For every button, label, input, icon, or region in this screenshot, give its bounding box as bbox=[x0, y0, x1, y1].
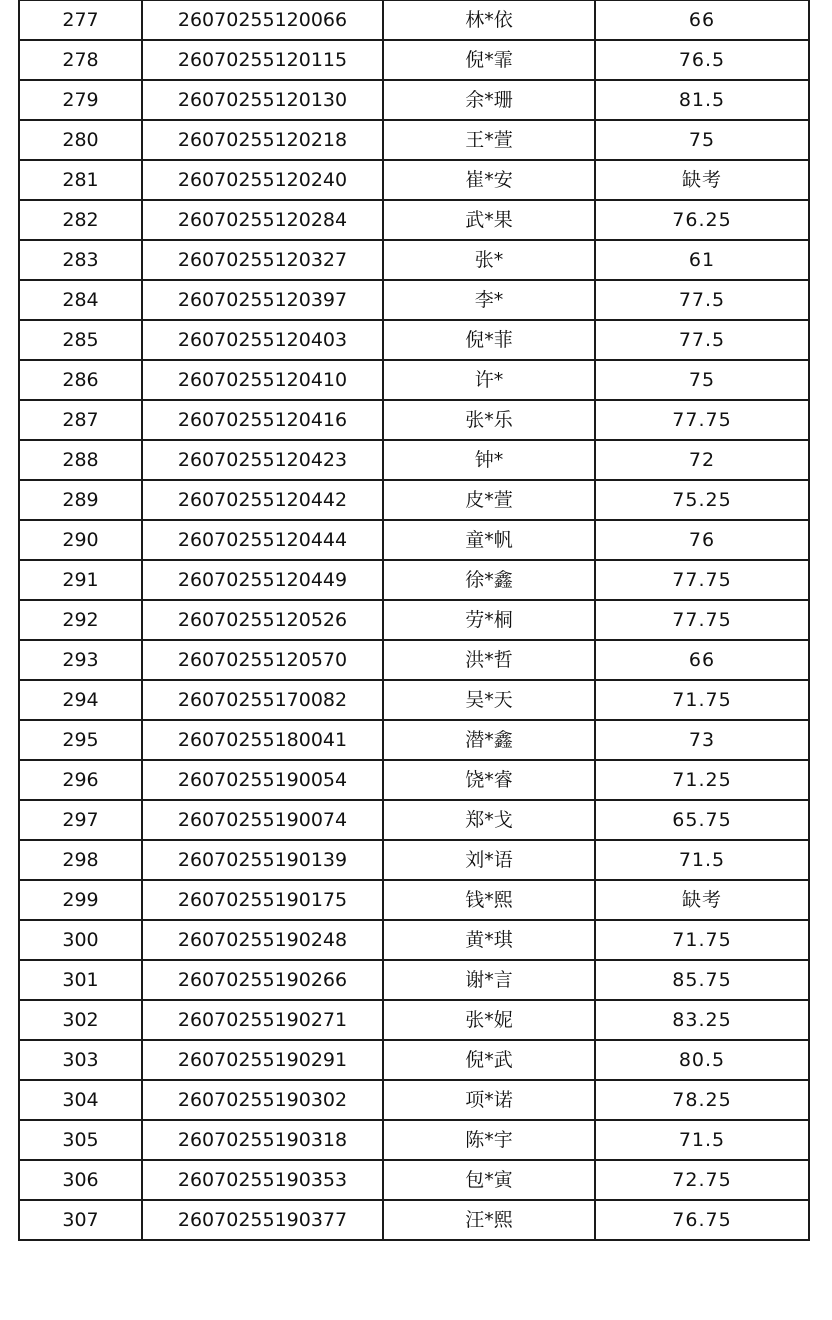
table-row bbox=[19, 640, 809, 680]
row-number-cell: 292 bbox=[19, 600, 142, 640]
exam-id-cell: 26070255180041 bbox=[142, 720, 383, 760]
exam-id-cell: 26070255190318 bbox=[142, 1120, 383, 1160]
row-number-cell: 277 bbox=[19, 1, 142, 41]
exam-id-cell: 26070255120240 bbox=[142, 160, 383, 200]
score-cell: 81.5 bbox=[595, 80, 809, 120]
candidate-name-cell: 潜*鑫 bbox=[383, 720, 595, 760]
score-cell: 76.5 bbox=[595, 40, 809, 80]
table-row bbox=[19, 920, 809, 960]
exam-id-cell: 26070255170082 bbox=[142, 680, 383, 720]
candidate-name-cell: 童*帆 bbox=[383, 520, 595, 560]
score-cell: 65.75 bbox=[595, 800, 809, 840]
score-cell: 76.25 bbox=[595, 200, 809, 240]
table-row bbox=[19, 1, 809, 41]
candidate-name-cell: 刘*语 bbox=[383, 840, 595, 880]
table-row bbox=[19, 440, 809, 480]
row-number-cell: 291 bbox=[19, 560, 142, 600]
table-row bbox=[19, 400, 809, 440]
score-cell: 71.5 bbox=[595, 840, 809, 880]
row-number-cell: 288 bbox=[19, 440, 142, 480]
score-cell: 77.75 bbox=[595, 600, 809, 640]
candidate-name-cell: 倪*武 bbox=[383, 1040, 595, 1080]
candidate-name-cell: 张* bbox=[383, 240, 595, 280]
row-number-cell: 280 bbox=[19, 120, 142, 160]
score-cell: 71.75 bbox=[595, 920, 809, 960]
row-number-cell: 281 bbox=[19, 160, 142, 200]
table-row bbox=[19, 240, 809, 280]
score-cell: 78.25 bbox=[595, 1080, 809, 1120]
row-number-cell: 287 bbox=[19, 400, 142, 440]
score-cell: 71.25 bbox=[595, 760, 809, 800]
table-row bbox=[19, 880, 809, 920]
table-row bbox=[19, 520, 809, 560]
candidate-name-cell: 包*寅 bbox=[383, 1160, 595, 1200]
table-row bbox=[19, 800, 809, 840]
exam-id-cell: 26070255120423 bbox=[142, 440, 383, 480]
exam-id-cell: 26070255120327 bbox=[142, 240, 383, 280]
results-table bbox=[18, 0, 810, 1241]
candidate-name-cell: 汪*熙 bbox=[383, 1200, 595, 1240]
table-row bbox=[19, 1000, 809, 1040]
exam-id-cell: 26070255190248 bbox=[142, 920, 383, 960]
results-table-body bbox=[19, 1, 809, 1241]
score-cell: 75 bbox=[595, 120, 809, 160]
score-cell: 66 bbox=[595, 640, 809, 680]
row-number-cell: 298 bbox=[19, 840, 142, 880]
candidate-name-cell: 余*珊 bbox=[383, 80, 595, 120]
candidate-name-cell: 崔*安 bbox=[383, 160, 595, 200]
row-number-cell: 306 bbox=[19, 1160, 142, 1200]
row-number-cell: 297 bbox=[19, 800, 142, 840]
candidate-name-cell: 谢*言 bbox=[383, 960, 595, 1000]
candidate-name-cell: 许* bbox=[383, 360, 595, 400]
row-number-cell: 296 bbox=[19, 760, 142, 800]
exam-id-cell: 26070255120066 bbox=[142, 1, 383, 41]
score-cell: 77.75 bbox=[595, 400, 809, 440]
row-number-cell: 300 bbox=[19, 920, 142, 960]
table-row bbox=[19, 720, 809, 760]
exam-id-cell: 26070255120442 bbox=[142, 480, 383, 520]
table-row bbox=[19, 760, 809, 800]
candidate-name-cell: 郑*戈 bbox=[383, 800, 595, 840]
candidate-name-cell: 洪*哲 bbox=[383, 640, 595, 680]
candidate-name-cell: 张*乐 bbox=[383, 400, 595, 440]
row-number-cell: 283 bbox=[19, 240, 142, 280]
candidate-name-cell: 李* bbox=[383, 280, 595, 320]
candidate-name-cell: 皮*萱 bbox=[383, 480, 595, 520]
row-number-cell: 289 bbox=[19, 480, 142, 520]
row-number-cell: 295 bbox=[19, 720, 142, 760]
row-number-cell: 293 bbox=[19, 640, 142, 680]
score-cell: 71.75 bbox=[595, 680, 809, 720]
exam-id-cell: 26070255190074 bbox=[142, 800, 383, 840]
table-row bbox=[19, 560, 809, 600]
score-cell: 72.75 bbox=[595, 1160, 809, 1200]
table-row bbox=[19, 680, 809, 720]
score-cell: 77.75 bbox=[595, 560, 809, 600]
table-row bbox=[19, 1040, 809, 1080]
score-cell: 73 bbox=[595, 720, 809, 760]
row-number-cell: 285 bbox=[19, 320, 142, 360]
candidate-name-cell: 武*果 bbox=[383, 200, 595, 240]
score-cell: 77.5 bbox=[595, 320, 809, 360]
score-cell: 83.25 bbox=[595, 1000, 809, 1040]
candidate-name-cell: 倪*菲 bbox=[383, 320, 595, 360]
score-cell: 缺考 bbox=[595, 880, 809, 920]
score-cell: 85.75 bbox=[595, 960, 809, 1000]
row-number-cell: 302 bbox=[19, 1000, 142, 1040]
table-row bbox=[19, 360, 809, 400]
exam-id-cell: 26070255120130 bbox=[142, 80, 383, 120]
table-row bbox=[19, 1120, 809, 1160]
row-number-cell: 304 bbox=[19, 1080, 142, 1120]
row-number-cell: 301 bbox=[19, 960, 142, 1000]
row-number-cell: 303 bbox=[19, 1040, 142, 1080]
table-row bbox=[19, 1200, 809, 1240]
table-row bbox=[19, 160, 809, 200]
exam-id-cell: 26070255190302 bbox=[142, 1080, 383, 1120]
candidate-name-cell: 陈*宇 bbox=[383, 1120, 595, 1160]
table-row bbox=[19, 80, 809, 120]
score-cell: 75 bbox=[595, 360, 809, 400]
table-row bbox=[19, 840, 809, 880]
exam-id-cell: 26070255190353 bbox=[142, 1160, 383, 1200]
candidate-name-cell: 倪*霏 bbox=[383, 40, 595, 80]
exam-id-cell: 26070255120284 bbox=[142, 200, 383, 240]
score-cell: 80.5 bbox=[595, 1040, 809, 1080]
score-cell: 76 bbox=[595, 520, 809, 560]
score-cell: 66 bbox=[595, 1, 809, 41]
exam-id-cell: 26070255190291 bbox=[142, 1040, 383, 1080]
exam-id-cell: 26070255190266 bbox=[142, 960, 383, 1000]
candidate-name-cell: 张*妮 bbox=[383, 1000, 595, 1040]
exam-id-cell: 26070255120449 bbox=[142, 560, 383, 600]
row-number-cell: 299 bbox=[19, 880, 142, 920]
candidate-name-cell: 吴*天 bbox=[383, 680, 595, 720]
exam-id-cell: 26070255190139 bbox=[142, 840, 383, 880]
candidate-name-cell: 项*诺 bbox=[383, 1080, 595, 1120]
score-cell: 72 bbox=[595, 440, 809, 480]
row-number-cell: 282 bbox=[19, 200, 142, 240]
candidate-name-cell: 黄*琪 bbox=[383, 920, 595, 960]
exam-id-cell: 26070255120115 bbox=[142, 40, 383, 80]
table-row bbox=[19, 120, 809, 160]
table-row bbox=[19, 960, 809, 1000]
score-cell: 77.5 bbox=[595, 280, 809, 320]
table-row bbox=[19, 600, 809, 640]
row-number-cell: 286 bbox=[19, 360, 142, 400]
exam-id-cell: 26070255120416 bbox=[142, 400, 383, 440]
candidate-name-cell: 饶*睿 bbox=[383, 760, 595, 800]
row-number-cell: 290 bbox=[19, 520, 142, 560]
exam-id-cell: 26070255120218 bbox=[142, 120, 383, 160]
candidate-name-cell: 徐*鑫 bbox=[383, 560, 595, 600]
exam-id-cell: 26070255120444 bbox=[142, 520, 383, 560]
score-cell: 61 bbox=[595, 240, 809, 280]
table-row bbox=[19, 200, 809, 240]
candidate-name-cell: 王*萱 bbox=[383, 120, 595, 160]
score-cell: 76.75 bbox=[595, 1200, 809, 1240]
exam-id-cell: 26070255190377 bbox=[142, 1200, 383, 1240]
row-number-cell: 279 bbox=[19, 80, 142, 120]
score-cell: 71.5 bbox=[595, 1120, 809, 1160]
results-sheet bbox=[18, 0, 808, 1241]
exam-id-cell: 26070255120410 bbox=[142, 360, 383, 400]
table-row bbox=[19, 40, 809, 80]
score-cell: 缺考 bbox=[595, 160, 809, 200]
candidate-name-cell: 钱*熙 bbox=[383, 880, 595, 920]
table-row bbox=[19, 280, 809, 320]
exam-id-cell: 26070255120526 bbox=[142, 600, 383, 640]
exam-id-cell: 26070255120570 bbox=[142, 640, 383, 680]
score-cell: 75.25 bbox=[595, 480, 809, 520]
exam-id-cell: 26070255190271 bbox=[142, 1000, 383, 1040]
table-row bbox=[19, 1080, 809, 1120]
row-number-cell: 284 bbox=[19, 280, 142, 320]
row-number-cell: 307 bbox=[19, 1200, 142, 1240]
exam-id-cell: 26070255120403 bbox=[142, 320, 383, 360]
table-row bbox=[19, 320, 809, 360]
table-row bbox=[19, 480, 809, 520]
candidate-name-cell: 钟* bbox=[383, 440, 595, 480]
row-number-cell: 294 bbox=[19, 680, 142, 720]
row-number-cell: 305 bbox=[19, 1120, 142, 1160]
exam-id-cell: 26070255190054 bbox=[142, 760, 383, 800]
table-row bbox=[19, 1160, 809, 1200]
exam-id-cell: 26070255120397 bbox=[142, 280, 383, 320]
exam-id-cell: 26070255190175 bbox=[142, 880, 383, 920]
candidate-name-cell: 林*依 bbox=[383, 1, 595, 41]
candidate-name-cell: 劳*桐 bbox=[383, 600, 595, 640]
row-number-cell: 278 bbox=[19, 40, 142, 80]
